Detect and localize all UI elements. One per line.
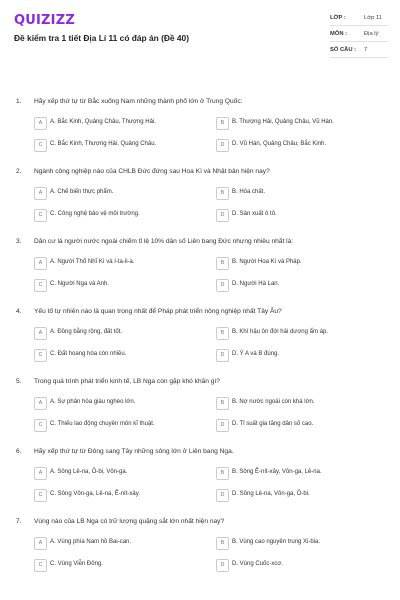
option-c[interactable] [34,559,194,572]
option-b[interactable] [216,257,376,270]
meta-class-value: Lớp 11 [364,15,382,21]
option-letter-badge: D [216,489,229,502]
question-text: Trong quá trình phát triển kinh tế, LB Nga còn gặp khó khăn gì? [34,378,220,385]
option-b[interactable] [216,397,376,410]
option-text: B. Sông Ê-nít-xây, Vôn-ga, Lê-na. [232,469,322,475]
option-text: C. Người Nga và Anh. [50,281,109,287]
option-letter-badge: C [34,279,47,292]
option-b[interactable] [216,187,376,200]
option-text: C. Bắc Kinh, Thượng Hải, Quảng Châu. [50,141,157,147]
meta-class-label: LỚP : [330,15,346,21]
option-text: D. Sản xuất ô tô. [232,211,277,217]
option-letter-badge: C [34,139,47,152]
option-b[interactable] [216,327,376,340]
quizizz-logo: QUIZIZZ [14,13,75,28]
option-letter-badge: A [34,187,47,200]
option-text: D. Tỉ suất gia tăng dân số cao. [232,421,314,427]
option-a[interactable] [34,117,194,130]
option-letter-badge: D [216,139,229,152]
option-text: B. Nợ nước ngoài còn khá lớn. [232,399,315,405]
option-text: C. Sông Vôn-ga, Lê-na, Ê-nít-xây. [50,491,140,497]
meta-divider [330,25,388,26]
option-text: B. Vùng cao nguyên trung Xi-bia. [232,539,321,545]
meta-divider [330,57,388,58]
question-text: Dân cư là người nước ngoài chiếm tỉ lệ 10% dân số Liên bang Đức nhưng nhiều nhất là: [34,238,294,245]
option-text: B. Hóa chất. [232,189,266,195]
option-text: C. Vùng Viễn Đông. [50,561,103,567]
option-d[interactable] [216,139,376,152]
option-text: A. Bắc Kinh, Quảng Châu, Thượng Hải. [50,119,156,125]
option-c[interactable] [34,419,194,432]
option-letter-badge: D [216,559,229,572]
option-letter-badge: C [34,349,47,362]
option-a[interactable] [34,257,194,270]
option-text: B. Thượng Hải, Quảng Châu, Vũ Hán. [232,119,334,125]
option-letter-badge: D [216,279,229,292]
option-letter-badge: C [34,559,47,572]
option-text: B. Người Hoa Kì và Pháp. [232,259,302,265]
question-text: Vùng nào của LB Nga có trữ lượng quặng sắt lớn nhất hiện nay? [34,518,225,525]
worksheet-header [0,0,400,70]
option-text: D. Vũ Hán, Quảng Châu, Bắc Kinh. [232,141,327,147]
option-text: C. Thiếu lao động chuyên môn kĩ thuật. [50,421,155,427]
question-text: Hãy xếp thứ tự từ Đông sang Tây những sông lớn ở Liên bang Nga. [34,448,234,455]
option-c[interactable] [34,209,194,222]
option-text: D. Ý A và B đúng. [232,351,280,357]
option-c[interactable] [34,489,194,502]
option-letter-badge: B [216,537,229,550]
option-text: A. Sự phân hóa giàu nghèo lớn. [50,399,136,405]
page-title: Đề kiểm tra 1 tiết Địa Lí 11 có đáp án (Đề 40) [14,33,190,43]
option-d[interactable] [216,209,376,222]
option-letter-badge: D [216,419,229,432]
option-text: A. Chế biến thực phẩm. [50,189,114,195]
option-text: D. Người Hà Lan. [232,281,280,287]
option-d[interactable] [216,349,376,362]
question-text: Ngành công nghiệp nào của CHLB Đức đứng sau Hoa Kì và Nhật bản hiện nay? [34,168,270,175]
option-d[interactable] [216,279,376,292]
option-letter-badge: A [34,117,47,130]
option-letter-badge: D [216,209,229,222]
option-text: A. Sông Lê-na, Ô-bi, Vôn-ga. [50,469,128,475]
option-letter-badge: C [34,209,47,222]
question-number: 6. [16,448,22,455]
option-text: C. Đất hoang hóa còn nhiều. [50,351,127,357]
option-letter-badge: A [34,257,47,270]
option-a[interactable] [34,467,194,480]
option-text: D. Sông Lê-na, Vôn-ga, Ô-bi. [232,491,310,497]
option-text: C. Công nghệ bảo vệ môi trường. [50,211,140,217]
meta-count-label: SỐ CÂU : [330,47,357,53]
option-text: A. Người Thổ Nhĩ Kì và I-ta-li-a. [50,259,135,265]
option-letter-badge: B [216,327,229,340]
option-letter-badge: C [34,419,47,432]
option-b[interactable] [216,467,376,480]
option-d[interactable] [216,419,376,432]
option-b[interactable] [216,537,376,550]
option-letter-badge: C [34,489,47,502]
option-b[interactable] [216,117,376,130]
question-number: 7. [16,518,22,525]
question-number: 5. [16,378,22,385]
option-c[interactable] [34,349,194,362]
option-letter-badge: D [216,349,229,362]
option-d[interactable] [216,559,376,572]
question-number: 2. [16,168,22,175]
option-letter-badge: B [216,187,229,200]
option-a[interactable] [34,187,194,200]
option-d[interactable] [216,489,376,502]
meta-subject-label: MÔN : [330,31,348,37]
option-letter-badge: B [216,117,229,130]
option-text: B. Khí hậu ôn đới hải dương ẩm áp. [232,329,328,335]
option-c[interactable] [34,139,194,152]
option-letter-badge: B [216,467,229,480]
option-letter-badge: B [216,257,229,270]
option-a[interactable] [34,397,194,410]
option-c[interactable] [34,279,194,292]
question-number: 1. [16,98,22,105]
question-number: 4. [16,308,22,315]
option-text: D. Vùng Cuốc-xcơ. [232,561,283,567]
option-letter-badge: A [34,397,47,410]
question-text: Hãy xếp thứ tự từ Bắc xuống Nam những thành phố lớn ở Trung Quốc: [34,98,243,105]
question-text: Yếu tố tự nhiên nào là quan trọng nhất để Pháp phát triển nông nghiệp nhất Tây Âu? [34,308,282,315]
option-letter-badge: A [34,467,47,480]
option-letter-badge: A [34,537,47,550]
meta-divider [330,41,388,42]
option-a[interactable] [34,327,194,340]
option-a[interactable] [34,537,194,550]
meta-subject-value: Địa lý [364,31,379,37]
meta-count-value: 7 [364,47,368,53]
option-text: A. Đồng bằng rộng, đất tốt. [50,329,123,335]
question-number: 3. [16,238,22,245]
option-text: A. Vùng phía Nam hồ Bai-can. [50,539,132,545]
option-letter-badge: A [34,327,47,340]
option-letter-badge: B [216,397,229,410]
